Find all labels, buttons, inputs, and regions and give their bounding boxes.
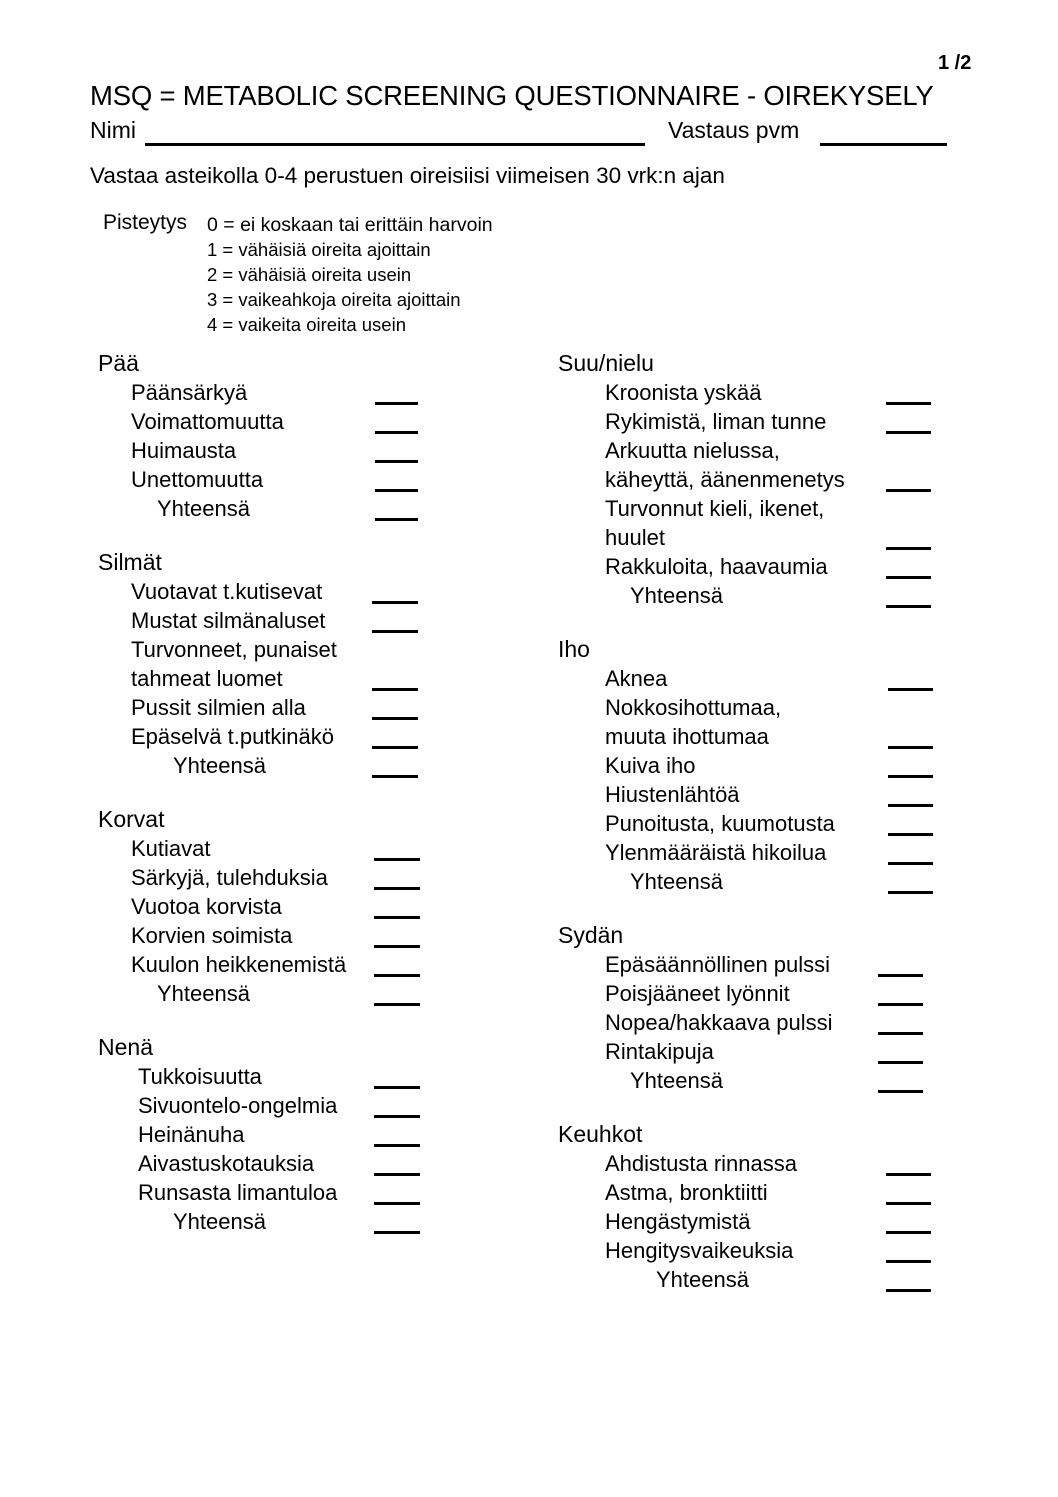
symptom-label: Korvien soimista bbox=[131, 923, 293, 948]
symptom-label: Rintakipuja bbox=[605, 1039, 714, 1064]
score-input-line[interactable] bbox=[374, 1202, 420, 1205]
date-input-line[interactable] bbox=[820, 143, 947, 146]
symptom-row bbox=[98, 577, 538, 606]
symptom-row bbox=[98, 436, 538, 465]
symptom-label: Pussit silmien alla bbox=[131, 695, 306, 720]
symptom-row bbox=[558, 751, 998, 780]
score-input-line[interactable] bbox=[372, 746, 418, 749]
symptom-row bbox=[98, 1120, 538, 1149]
score-input-line[interactable] bbox=[886, 605, 931, 608]
symptom-row bbox=[558, 552, 998, 581]
symptom-section bbox=[558, 348, 998, 610]
symptom-row bbox=[558, 780, 998, 809]
symptom-label: Turvonnut kieli, ikenet, bbox=[605, 496, 825, 521]
symptom-row bbox=[98, 863, 538, 892]
score-input-line[interactable] bbox=[888, 804, 933, 807]
section-total-row bbox=[558, 1265, 998, 1294]
symptom-label: Hengästymistä bbox=[605, 1209, 751, 1234]
score-input-line[interactable] bbox=[374, 974, 420, 977]
symptom-label: Ylenmääräistä hikoilua bbox=[605, 840, 827, 865]
section-total-row bbox=[98, 494, 538, 523]
symptom-row bbox=[558, 465, 998, 494]
symptom-column-right bbox=[558, 348, 998, 1294]
symptom-row bbox=[558, 664, 998, 693]
symptom-row bbox=[558, 523, 998, 552]
score-input-line[interactable] bbox=[888, 862, 933, 865]
symptom-label: Hiustenlähtöä bbox=[605, 782, 740, 807]
symptom-label: Epäselvä t.putkinäkö bbox=[131, 724, 335, 749]
symptom-label: Nokkosihottumaa, bbox=[605, 695, 782, 720]
score-input-line[interactable] bbox=[886, 576, 931, 579]
symptom-label: Voimattomuutta bbox=[131, 409, 284, 434]
section-heading: Keuhkot bbox=[558, 1121, 643, 1147]
symptom-label: tahmeat luomet bbox=[131, 666, 283, 691]
symptom-label: huulet bbox=[605, 525, 665, 550]
scoring-legend-item: 0 = ei koskaan tai erittäin harvoin bbox=[207, 214, 493, 236]
total-label: Yhteensä bbox=[157, 981, 250, 1006]
symptom-row bbox=[558, 838, 998, 867]
total-label: Yhteensä bbox=[630, 869, 723, 894]
section-total-row bbox=[558, 867, 998, 896]
score-input-line[interactable] bbox=[878, 1032, 923, 1035]
section-heading: Sydän bbox=[558, 922, 624, 948]
section-total-row bbox=[98, 1207, 538, 1236]
symptom-label: Päänsärkyä bbox=[131, 380, 248, 405]
total-label: Yhteensä bbox=[630, 583, 723, 608]
symptom-row bbox=[98, 921, 538, 950]
instruction-text: Vastaa asteikolla 0-4 perustuen oireisiisi viimeisen 30 vrk:n ajan bbox=[90, 163, 725, 188]
symptom-section bbox=[558, 1119, 998, 1294]
scoring-legend-item: 1 = vähäisiä oireita ajoittain bbox=[207, 239, 431, 260]
symptom-label: Mustat silmänaluset bbox=[131, 608, 326, 633]
symptom-row bbox=[98, 407, 538, 436]
symptom-section bbox=[98, 348, 538, 523]
total-label: Yhteensä bbox=[656, 1267, 749, 1292]
score-input-line[interactable] bbox=[886, 1289, 931, 1292]
section-spacer bbox=[558, 1095, 998, 1119]
score-input-line[interactable] bbox=[375, 518, 418, 521]
score-input-line[interactable] bbox=[372, 717, 418, 720]
score-input-line[interactable] bbox=[886, 1202, 931, 1205]
symptom-label: Epäsäännöllinen pulssi bbox=[605, 952, 831, 977]
symptom-label: käheyttä, äänenmenetys bbox=[605, 467, 845, 492]
symptom-row bbox=[98, 892, 538, 921]
score-input-line[interactable] bbox=[374, 1173, 420, 1176]
scoring-legend-title: Pisteytys bbox=[103, 211, 188, 234]
score-input-line[interactable] bbox=[888, 891, 933, 894]
score-input-line[interactable] bbox=[374, 887, 420, 890]
score-input-line[interactable] bbox=[878, 1090, 923, 1093]
symptom-row bbox=[558, 1149, 998, 1178]
score-input-line[interactable] bbox=[878, 1061, 923, 1064]
score-input-line[interactable] bbox=[888, 775, 933, 778]
score-input-line[interactable] bbox=[372, 630, 418, 633]
symptom-label: Vuotoa korvista bbox=[131, 894, 282, 919]
score-input-line[interactable] bbox=[374, 1115, 420, 1118]
symptom-label: Särkyjä, tulehduksia bbox=[131, 865, 328, 890]
symptom-label: Ahdistusta rinnassa bbox=[605, 1151, 797, 1176]
symptom-label: Kutiavat bbox=[131, 836, 211, 861]
name-date-row bbox=[90, 117, 990, 147]
score-input-line[interactable] bbox=[886, 1231, 931, 1234]
section-total-row bbox=[98, 979, 538, 1008]
section-total-row bbox=[558, 581, 998, 610]
symptom-row bbox=[98, 378, 538, 407]
symptom-label: Nopea/hakkaava pulssi bbox=[605, 1010, 833, 1035]
symptom-row bbox=[558, 1207, 998, 1236]
symptom-label: Aivastuskotauksia bbox=[138, 1151, 315, 1176]
symptom-label: Kuiva iho bbox=[605, 753, 696, 778]
symptom-row bbox=[558, 378, 998, 407]
page-title: MSQ = METABOLIC SCREENING QUESTIONNAIRE - OIREKYSELY bbox=[90, 80, 934, 111]
symptom-row bbox=[98, 635, 538, 664]
symptom-row bbox=[98, 834, 538, 863]
symptom-label: muuta ihottumaa bbox=[605, 724, 769, 749]
score-input-line[interactable] bbox=[372, 775, 418, 778]
symptom-row bbox=[98, 606, 538, 635]
page-number: 1 /2 bbox=[938, 52, 972, 74]
symptom-row bbox=[558, 693, 998, 722]
symptom-row bbox=[558, 809, 998, 838]
symptom-label: Sivuontelo-ongelmia bbox=[138, 1093, 338, 1118]
symptom-row bbox=[558, 1236, 998, 1265]
section-heading: Nenä bbox=[98, 1034, 153, 1060]
section-heading: Korvat bbox=[98, 806, 165, 832]
symptom-row bbox=[558, 950, 998, 979]
scoring-legend-list bbox=[207, 213, 493, 337]
symptom-label: Poisjääneet lyönnit bbox=[605, 981, 790, 1006]
total-label: Yhteensä bbox=[157, 496, 250, 521]
symptom-row bbox=[98, 1149, 538, 1178]
score-input-line[interactable] bbox=[372, 688, 418, 691]
score-input-line[interactable] bbox=[886, 489, 931, 492]
score-input-line[interactable] bbox=[374, 1231, 420, 1234]
symptom-section bbox=[98, 804, 538, 1008]
score-input-line[interactable] bbox=[878, 1003, 923, 1006]
symptom-row bbox=[558, 407, 998, 436]
score-input-line[interactable] bbox=[374, 1003, 420, 1006]
symptom-row bbox=[558, 1178, 998, 1207]
symptom-row bbox=[98, 1062, 538, 1091]
symptom-row bbox=[98, 664, 538, 693]
symptom-row bbox=[558, 979, 998, 1008]
symptom-column-left bbox=[98, 348, 538, 1236]
symptom-row bbox=[98, 693, 538, 722]
scoring-legend-item: 4 = vaikeita oireita usein bbox=[207, 314, 406, 335]
symptom-label: Kroonista yskää bbox=[605, 380, 762, 405]
score-input-line[interactable] bbox=[886, 402, 931, 405]
section-spacer bbox=[558, 896, 998, 920]
symptom-label: Astma, bronktiitti bbox=[605, 1180, 768, 1205]
symptom-row bbox=[558, 1037, 998, 1066]
symptom-label: Runsasta limantuloa bbox=[138, 1180, 338, 1205]
symptom-label: Heinänuha bbox=[138, 1122, 245, 1147]
score-input-line[interactable] bbox=[374, 1144, 420, 1147]
section-spacer bbox=[98, 780, 538, 804]
section-total-row bbox=[558, 1066, 998, 1095]
symptom-row bbox=[558, 1008, 998, 1037]
symptom-section bbox=[558, 634, 998, 896]
symptom-row bbox=[98, 465, 538, 494]
scoring-legend-item: 2 = vähäisiä oireita usein bbox=[207, 264, 412, 285]
symptom-row bbox=[558, 494, 998, 523]
section-spacer bbox=[558, 610, 998, 634]
symptom-section bbox=[98, 1032, 538, 1236]
symptom-label: Arkuutta nielussa, bbox=[605, 438, 780, 463]
total-label: Yhteensä bbox=[173, 753, 266, 778]
score-input-line[interactable] bbox=[886, 1173, 931, 1176]
section-heading: Pää bbox=[98, 350, 139, 376]
score-input-line[interactable] bbox=[888, 833, 933, 836]
score-input-line[interactable] bbox=[374, 945, 420, 948]
score-input-line[interactable] bbox=[372, 601, 418, 604]
symptom-label: Vuotavat t.kutisevat bbox=[131, 579, 323, 604]
symptom-label: Rakkuloita, haavaumia bbox=[605, 554, 828, 579]
symptom-label: Rykimistä, liman tunne bbox=[605, 409, 827, 434]
score-input-line[interactable] bbox=[374, 1086, 420, 1089]
name-input-line[interactable] bbox=[145, 143, 645, 146]
section-spacer bbox=[98, 1008, 538, 1032]
section-heading: Iho bbox=[558, 636, 590, 662]
symptom-row bbox=[98, 1091, 538, 1120]
score-input-line[interactable] bbox=[374, 858, 420, 861]
total-label: Yhteensä bbox=[173, 1209, 266, 1234]
symptom-label: Aknea bbox=[605, 666, 668, 691]
score-input-line[interactable] bbox=[878, 974, 923, 977]
symptom-section bbox=[558, 920, 998, 1095]
score-input-line[interactable] bbox=[375, 489, 418, 492]
symptom-section bbox=[98, 547, 538, 780]
symptom-label: Unettomuutta bbox=[131, 467, 264, 492]
score-input-line[interactable] bbox=[375, 460, 418, 463]
symptom-label: Hengitysvaikeuksia bbox=[605, 1238, 794, 1263]
section-total-row bbox=[98, 751, 538, 780]
score-input-line[interactable] bbox=[375, 431, 418, 434]
score-input-line[interactable] bbox=[374, 916, 420, 919]
symptom-row bbox=[98, 722, 538, 751]
score-input-line[interactable] bbox=[886, 431, 931, 434]
symptom-label: Kuulon heikkenemistä bbox=[131, 952, 347, 977]
symptom-row bbox=[558, 722, 998, 751]
section-heading: Suu/nielu bbox=[558, 350, 654, 376]
symptom-row bbox=[98, 950, 538, 979]
symptom-label: Turvonneet, punaiset bbox=[131, 637, 337, 662]
total-label: Yhteensä bbox=[630, 1068, 723, 1093]
name-label: Nimi bbox=[90, 117, 136, 143]
date-label: Vastaus pvm bbox=[668, 117, 800, 143]
score-input-line[interactable] bbox=[888, 688, 933, 691]
symptom-row bbox=[98, 1178, 538, 1207]
section-spacer bbox=[98, 523, 538, 547]
symptom-row bbox=[558, 436, 998, 465]
symptom-label: Tukkoisuutta bbox=[138, 1064, 262, 1089]
symptom-label: Punoitusta, kuumotusta bbox=[605, 811, 835, 836]
symptom-label: Huimausta bbox=[131, 438, 237, 463]
score-input-line[interactable] bbox=[886, 547, 931, 550]
scoring-legend-item: 3 = vaikeahkoja oireita ajoittain bbox=[207, 289, 461, 310]
score-input-line[interactable] bbox=[375, 402, 418, 405]
section-heading: Silmät bbox=[98, 549, 162, 575]
score-input-line[interactable] bbox=[888, 746, 933, 749]
score-input-line[interactable] bbox=[886, 1260, 931, 1263]
